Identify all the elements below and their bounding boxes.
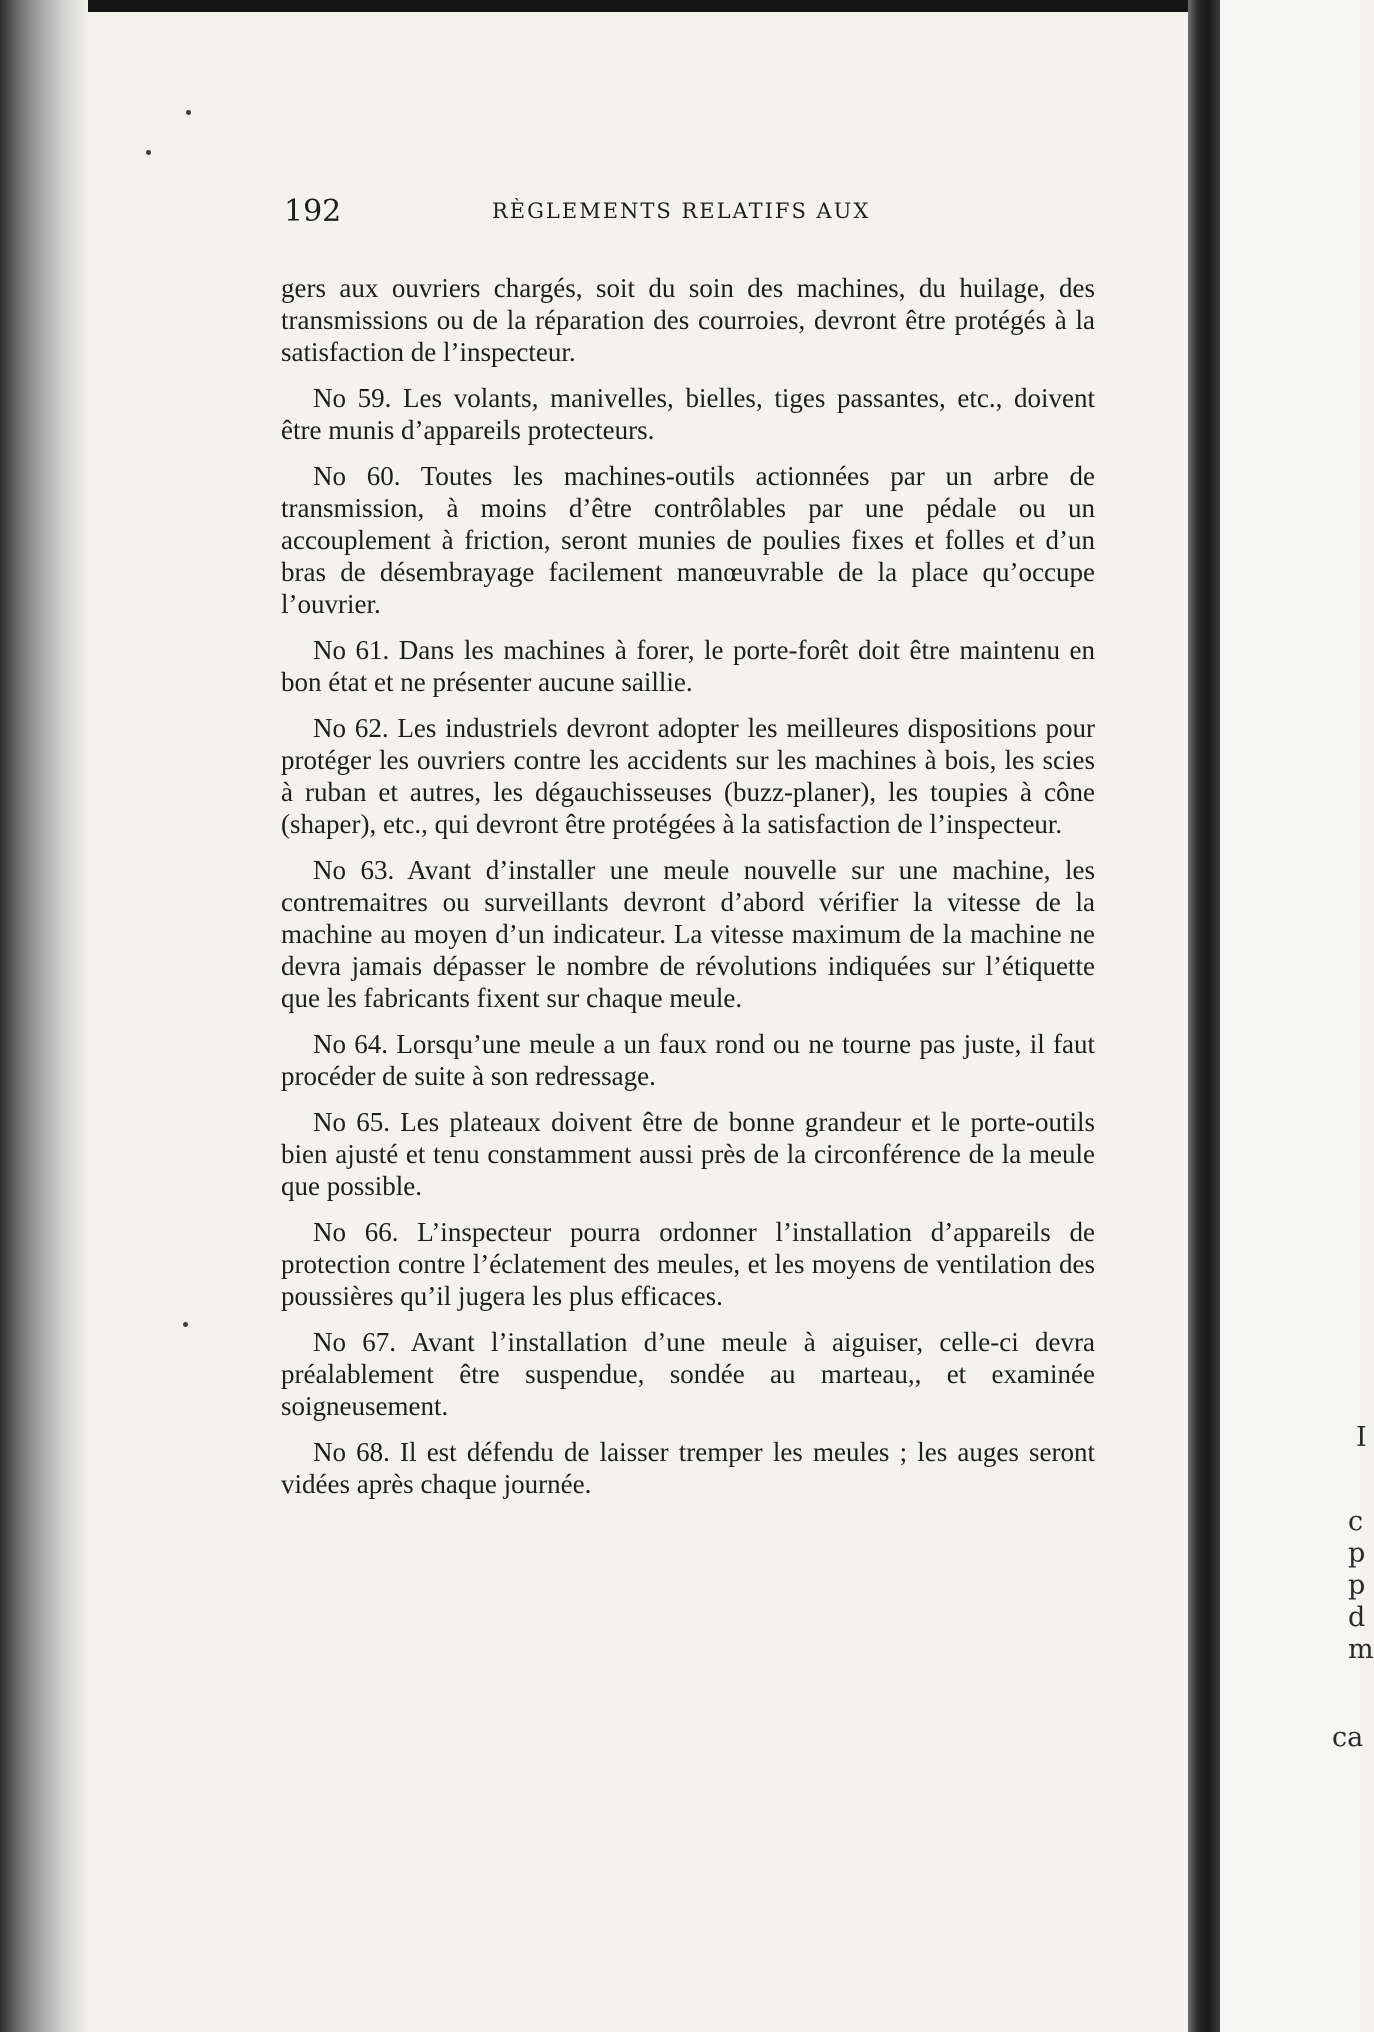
paragraph-rule-59: No 59. Les volants, manivelles, bielles, tiges passantes, etc., doivent être munis d’appareils protecteurs. [281,383,1095,445]
facing-page-fragment: c [1348,1506,1364,1537]
scan-speck [186,110,191,115]
scan-speck [183,1322,188,1327]
facing-page-fragment: p [1348,1538,1366,1569]
page-header [284,194,904,234]
facing-page-fragment: m [1348,1634,1374,1665]
paragraph-rule-68: No 68. Il est défendu de laisser tremper les meules ; les auges seront vidées après chaque journée. [281,1437,1095,1499]
scan-top-border [0,0,1360,12]
paragraph-rule-67: No 67. Avant l’installation d’une meule à aiguiser, celle-ci devra préalablement être suspendue, sondée au marteau,, et examinée soigneusement. [281,1327,1095,1421]
running-title: RÈGLEMENTS RELATIFS AUX [492,199,871,223]
paragraph-rule-62: No 62. Les industriels devront adopter les meilleures dispositions pour protéger les ouvriers contre les accidents sur les machines à bois, les scies à ruban et autres, les dégauchisseuses (buzz-planer), les toupies à cône (shaper), etc., qui devront être protégées à la satisfaction de l’inspecteur. [281,713,1095,839]
paragraph-rule-66: No 66. L’inspecteur pourra ordonner l’installation d’appareils de protection contre l’éclatement des meules, et les moyens de ventilation des poussières qu’il jugera les plus efficaces. [281,1217,1095,1311]
paragraph-rule-63: No 63. Avant d’installer une meule nouvelle sur une machine, les contremaitres ou surveillants devront d’abord vérifier la vitesse de la machine au moyen d’un indicateur. La vitesse maximum de la machine ne devra jamais dépasser le nombre de révolutions indiquées sur l’étiquette que les fabricants fixent sur chaque meule. [281,855,1095,1013]
page-number: 192 [284,194,342,229]
paragraph-rule-60: No 60. Toutes les machines-outils actionnées par un arbre de transmission, à moins d’être contrôlables par une pédale ou un accouplement à friction, seront munies de poulies fixes et folles et d’un bras de désembrayage facilement manœuvrable de la place qu’occupe l’ouvrier. [281,461,1095,619]
body-text [281,272,1095,1514]
facing-page-fragment: ca [1332,1722,1364,1753]
paragraph-rule-61: No 61. Dans les machines à forer, le porte-forêt doit être maintenu en bon état et ne présenter aucune saillie. [281,635,1095,697]
facing-page-fragment: d [1348,1602,1366,1633]
book-binding-shadow [0,0,88,2032]
facing-page-fragment: p [1348,1570,1366,1601]
page-gutter-edge [1188,0,1220,2032]
scan-speck [146,150,151,155]
paragraph-rule-65: No 65. Les plateaux doivent être de bonne grandeur et le porte-outils bien ajusté et tenu constamment aussi près de la circonférence de la meule que possible. [281,1107,1095,1201]
paragraph-continued: gers aux ouvriers chargés, soit du soin des machines, du huilage, des transmissions ou de la réparation des courroies, devront être protégés à la satisfaction de l’inspecteur. [281,273,1095,367]
paragraph-rule-64: No 64. Lorsqu’une meule a un faux rond ou ne tourne pas juste, il faut procéder de suite à son redressage. [281,1029,1095,1091]
facing-page [1220,0,1374,2032]
facing-page-fragment: I [1356,1422,1367,1453]
